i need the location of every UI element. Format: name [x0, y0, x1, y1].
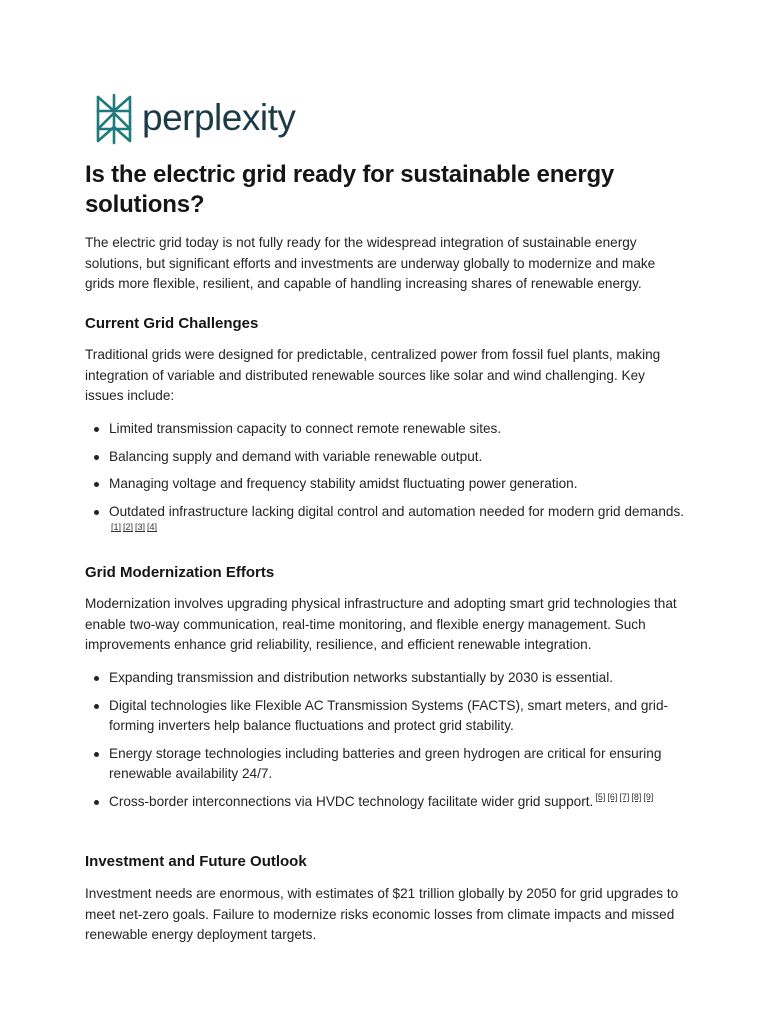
list-item: Digital technologies like Flexible AC Transmission Systems (FACTS), smart meters, and grid-forming inverters help balance fluctuations and protect grid stability.: [85, 696, 685, 737]
section-paragraph-current-grid-challenges: Traditional grids were designed for predictable, centralized power from fossil fuel plants, making integration of variable and distributed renewable sources like solar and wind challenging. Key issues include:: [85, 347, 661, 403]
section-heading-grid-modernization-efforts: Grid Modernization Efforts: [85, 564, 275, 581]
perplexity-logo-icon: [94, 93, 134, 145]
brand-name: perplexity: [142, 96, 296, 138]
section-heading-investment-and-future-outlook: Investment and Future Outlook: [85, 853, 307, 870]
list-item: Outdated infrastructure lacking digital control and automation needed for modern grid demands.[1] [2] [3] [4]: [85, 502, 685, 543]
list-item: Managing voltage and frequency stability amidst fluctuating power generation.: [85, 474, 685, 495]
citation-link[interactable]: [1]: [111, 522, 122, 533]
list-item: Energy storage technologies including batteries and green hydrogen are critical for ensuring renewable availability 24/7.: [85, 744, 685, 785]
section-paragraph-investment-and-future-outlook: Investment needs are enormous, with estimates of $21 trillion globally by 2050 for grid upgrades to meet net-zero goals. Failure to modernize risks economic losses from climate impacts and missed renewable energy deployment targets.: [85, 886, 679, 942]
section-paragraph-grid-modernization-efforts: Modernization involves upgrading physical infrastructure and adopting smart grid technologies that enable two-way communication, real-time monitoring, and flexible energy management. Such improvements enhance grid reliability, resilience, and efficient renewable integration.: [85, 596, 677, 652]
citation-link[interactable]: [4]: [147, 522, 158, 533]
list-item: Cross-border interconnections via HVDC technology facilitate wider grid support. [5] [6] [7] [8] [9]: [85, 792, 685, 813]
list-item: Balancing supply and demand with variable renewable output.: [85, 447, 685, 468]
citation-link[interactable]: [2]: [123, 522, 134, 533]
citation-link[interactable]: [5]: [595, 791, 606, 802]
intro-paragraph: The electric grid today is not fully ready for the widespread integration of sustainable energy solutions, but significant efforts and investments are underway globally to modernize and make grids more flexible, resilient, and capable of handling increasing shares of renewable energy.: [85, 235, 656, 291]
list-item: Expanding transmission and distribution networks substantially by 2030 is essential.: [85, 668, 685, 689]
perplexity-logo: [94, 93, 295, 145]
challenges-list: [85, 419, 685, 550]
citation-link[interactable]: [6]: [607, 791, 618, 802]
list-item: Limited transmission capacity to connect remote renewable sites.: [85, 419, 685, 440]
citation-link[interactable]: [7]: [619, 791, 630, 802]
citation-link[interactable]: [9]: [643, 791, 654, 802]
page-title: Is the electric grid ready for sustainable energy solutions?: [85, 161, 615, 218]
section-heading-current-grid-challenges: Current Grid Challenges: [85, 315, 259, 332]
citation-link[interactable]: [8]: [631, 791, 642, 802]
citation-link[interactable]: [3]: [135, 522, 146, 533]
modernization-list: [85, 668, 685, 819]
